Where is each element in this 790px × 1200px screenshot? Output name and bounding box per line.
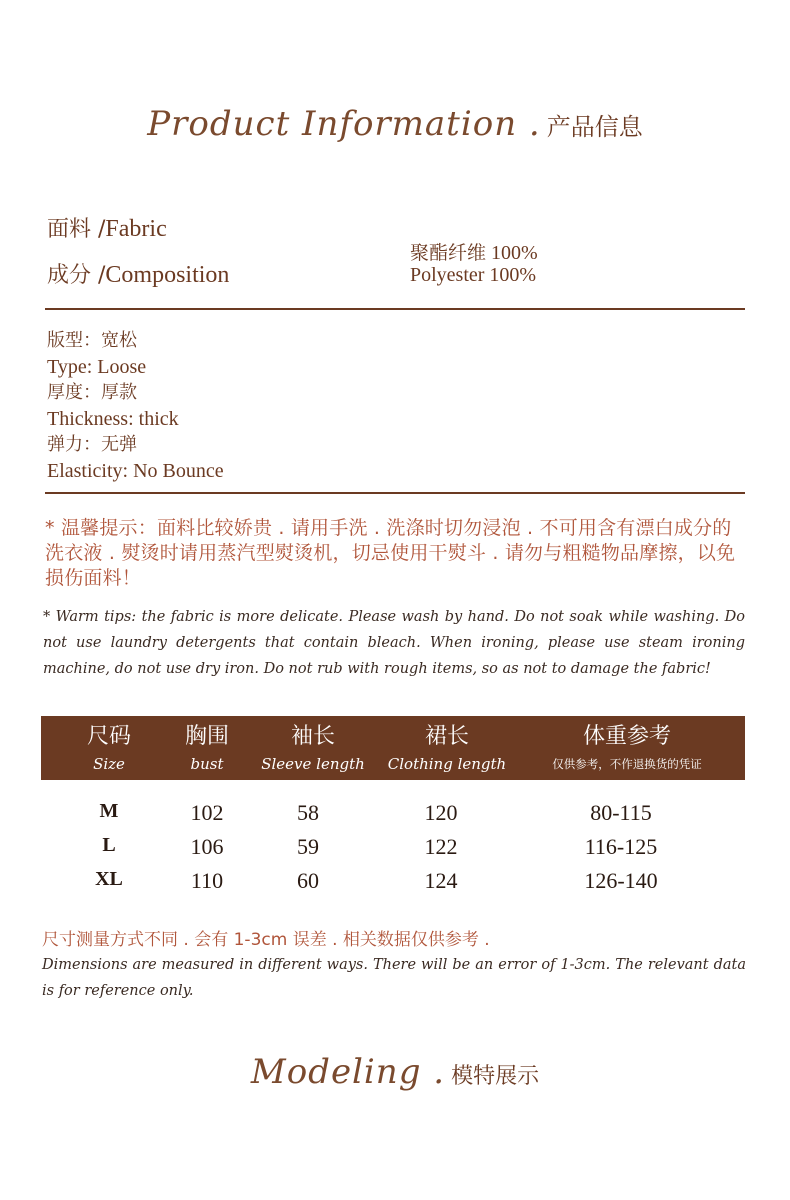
sleeve-cell: 60 xyxy=(297,868,319,893)
fabric-value-cn xyxy=(410,238,538,265)
header-sleeve-en: Sleeve length xyxy=(261,755,365,773)
composition-label xyxy=(47,258,229,289)
product-information-title xyxy=(0,104,790,144)
header-weight xyxy=(527,716,727,780)
size-table-header xyxy=(41,716,745,780)
title-script-text: Product Information . xyxy=(147,104,541,144)
measurement-note-cn: 尺寸测量方式不同 . 会有 1-3cm 误差 . 相关数据仅供参考 . xyxy=(42,930,490,950)
bust-cell: 102 xyxy=(190,800,224,825)
sleeve-cell: 58 xyxy=(297,800,319,825)
divider xyxy=(45,308,745,310)
size-cell: M xyxy=(99,800,119,822)
composition-label-cn: 成分 / xyxy=(47,263,106,288)
type-en: Type: Loose xyxy=(47,356,147,378)
weight-cell: 116-125 xyxy=(584,834,658,859)
header-size-en: Size xyxy=(93,755,125,773)
header-clothing-length-cn: 裙长 xyxy=(424,724,469,749)
thickness-en: Thickness: thick xyxy=(47,408,179,430)
thickness-cn: 厚度：厚款 xyxy=(47,382,137,403)
fabric-label-en: Fabric xyxy=(105,216,167,242)
table-row xyxy=(41,834,745,868)
fabric-label-cn: 面料 / xyxy=(47,217,106,242)
elasticity-cn: 弹力：无弹 xyxy=(47,434,137,455)
fabric-value-cn-label: 聚酯纤维 xyxy=(410,242,487,264)
header-bust xyxy=(169,716,245,780)
modeling-script-text: Modeling . xyxy=(250,1052,446,1092)
table-row xyxy=(41,868,745,902)
length-cell: 120 xyxy=(424,800,458,825)
sleeve-cell: 59 xyxy=(297,834,319,859)
warm-tips-en: * Warm tips: the fabric is more delicate. Please wash by hand. Do not soak while washing. Do not use laundry detergents that contain bleach. When ironing, please use steam ironing machine, do not use dry iron. Do not rub with rough items, so as not to damage the fabric! xyxy=(43,609,745,677)
weight-cell: 80-115 xyxy=(590,800,652,825)
length-cell: 124 xyxy=(424,868,458,893)
weight-cell: 126-140 xyxy=(584,868,658,893)
title-cn-text: 产品信息 xyxy=(546,113,643,141)
header-size-cn: 尺码 xyxy=(86,724,131,749)
length-cell: 122 xyxy=(424,834,458,859)
modeling-title xyxy=(0,1052,790,1092)
specs-section xyxy=(47,328,747,484)
header-weight-cn: 体重参考 xyxy=(582,724,671,749)
header-sleeve-cn: 袖长 xyxy=(290,724,335,749)
fabric-label xyxy=(47,212,167,243)
bust-cell: 110 xyxy=(190,868,224,893)
fabric-composition-section xyxy=(47,208,747,298)
elasticity-en: Elasticity: No Bounce xyxy=(47,460,224,482)
type-cn: 版型：宽松 xyxy=(47,330,137,351)
fabric-value-cn-percent: 100% xyxy=(486,242,538,264)
size-cell: XL xyxy=(95,868,123,890)
header-weight-note: 仅供参考，不作退换货的凭证 xyxy=(552,757,702,771)
header-clothing-length-en: Clothing length xyxy=(387,755,507,773)
size-cell: L xyxy=(102,834,116,856)
warm-tips-cn: * 温馨提示：面料比较娇贵 . 请用手洗 . 洗涤时切勿浸泡 . 不可用含有漂白成分的洗衣液 . 熨烫时请用蒸汽型熨烫机，切忌使用干熨斗 . 请勿与粗糙物品摩擦，以免损伤面料！ xyxy=(45,517,736,589)
composition-label-en: Composition xyxy=(105,262,230,288)
header-bust-cn: 胸围 xyxy=(184,724,229,749)
fabric-value-en: Polyester 100% xyxy=(410,264,537,286)
bust-cell: 106 xyxy=(190,834,224,859)
measurement-note-en: Dimensions are measured in different ways. There will be an error of 1-3cm. The relevant data is for reference only. xyxy=(42,957,746,999)
header-bust-en: bust xyxy=(190,755,224,773)
header-sleeve xyxy=(251,716,375,780)
header-size xyxy=(61,716,157,780)
table-row xyxy=(41,800,745,834)
header-clothing-length xyxy=(385,716,509,780)
divider xyxy=(45,492,745,494)
modeling-cn-text: 模特展示 xyxy=(451,1064,540,1089)
